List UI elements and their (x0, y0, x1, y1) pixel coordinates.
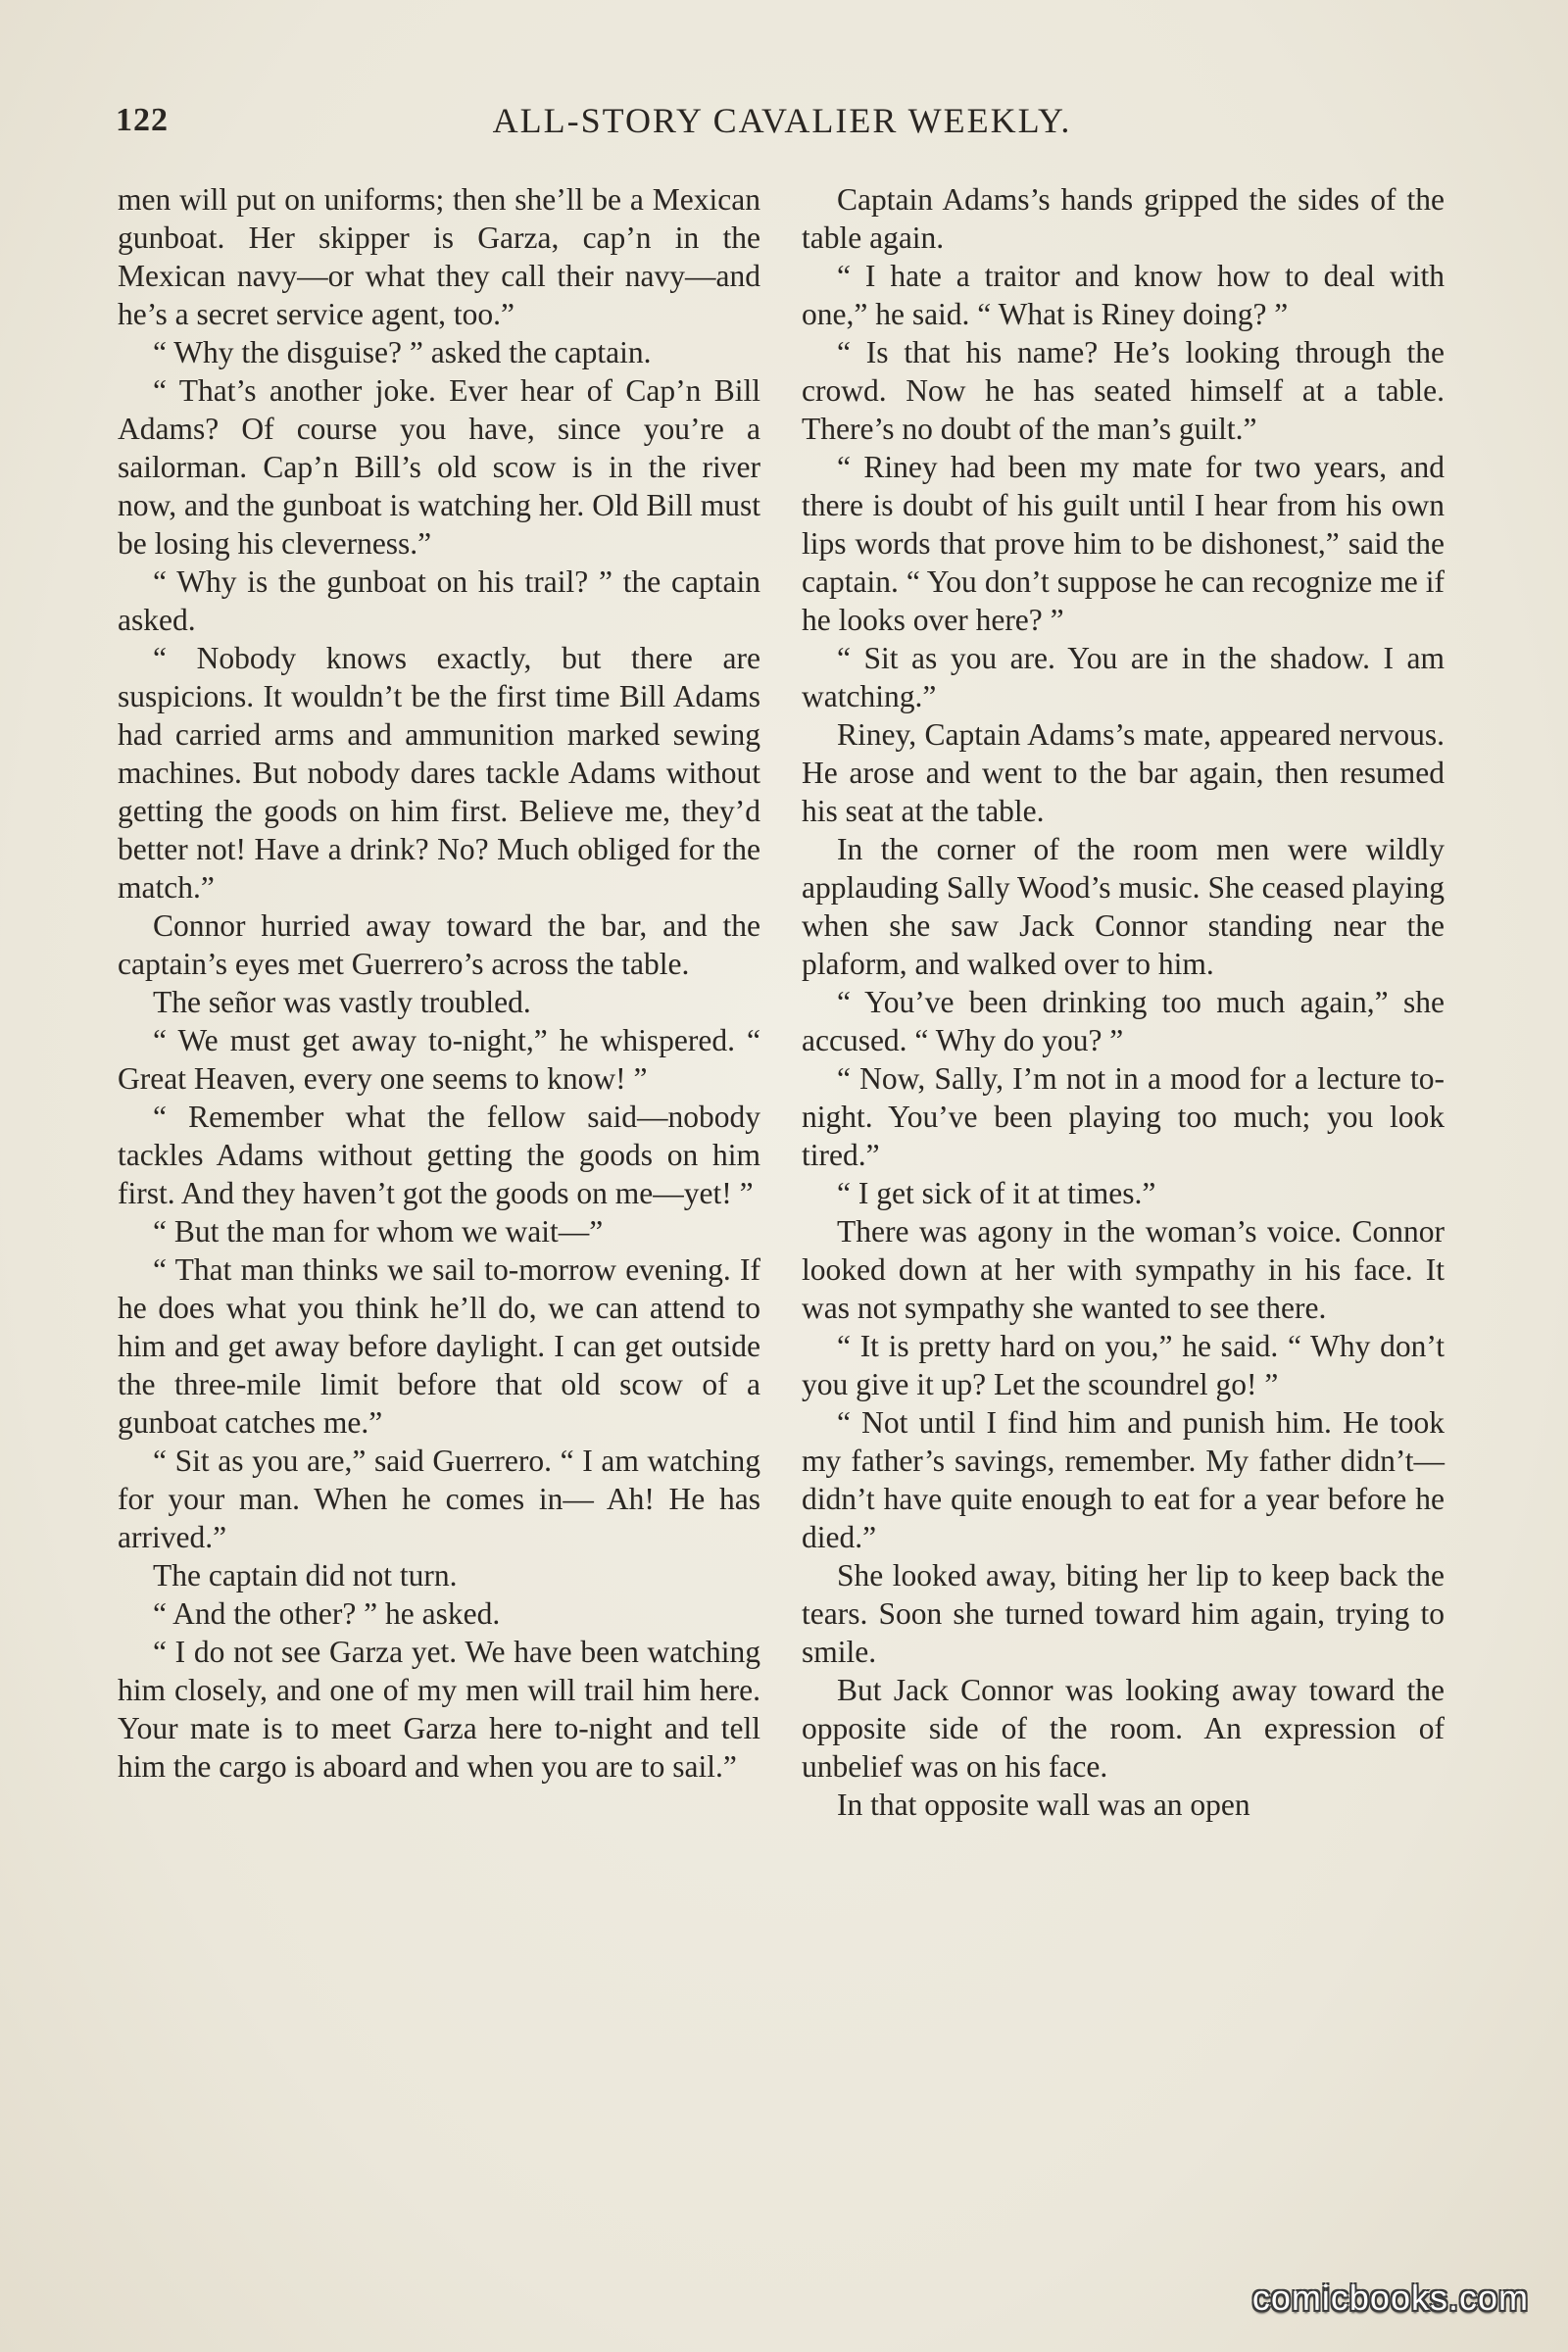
left-text-column (118, 180, 760, 1786)
paragraph: There was agony in the woman’s voice. Connor looked down at her with sympathy in his face. It was not sympathy she wanted to see there. (802, 1214, 1445, 1325)
paragraph: “ We must get away to-night,” he whispered. “ Great Heaven, every one seems to know! ” (118, 1023, 760, 1096)
watermark: comicbooks.com (1251, 2278, 1529, 2318)
paragraph: “ I do not see Garza yet. We have been watching him closely, and one of my men will trail him here. Your mate is to meet Garza here to-night and tell him the cargo is aboard and when you are to sail.” (118, 1635, 760, 1784)
paragraph: “ Why the disguise? ” asked the captain. (153, 335, 652, 369)
paragraph: “ Sit as you are. You are in the shadow. I am watching.” (802, 641, 1445, 713)
paragraph: The captain did not turn. (153, 1558, 458, 1592)
page-number: 122 (116, 102, 169, 138)
paragraph: “ And the other? ” he asked. (153, 1596, 501, 1631)
paragraph: “ Why is the gunboat on his trail? ” the captain asked. (118, 564, 760, 637)
paragraph: “ But the man for whom we wait—” (153, 1214, 604, 1249)
right-text-column (802, 180, 1445, 1824)
running-title: ALL-STORY CAVALIER WEEKLY. (492, 101, 1072, 140)
paragraph: “ That man thinks we sail to-morrow evening. If he does what you think he’ll do, we can attend to him and get away before daylight. I can get outside the three-mile limit before that old scow of a gunboat catches me.” (118, 1252, 760, 1440)
paragraph: “ Nobody knows exactly, but there are suspicions. It wouldn’t be the first time Bill Adams had carried arms and ammunition marked sewing machines. But nobody dares tackle Adams without getting the goods on him first. Believe me, they’d better not! Have a drink? No? Much obliged for the match.” (118, 641, 760, 905)
paragraph: Riney, Captain Adams’s mate, appeared nervous. He arose and went to the bar again, then resumed his seat at the table. (802, 717, 1445, 828)
paragraph: In the corner of the room men were wildly applauding Sally Wood’s music. She ceased playing when she saw Jack Connor standing near the plaform, and walked over to him. (802, 832, 1445, 981)
paragraph: In that opposite wall was an open (837, 1788, 1250, 1822)
paragraph: She looked away, biting her lip to keep back the tears. Soon she turned toward him again, trying to smile. (802, 1558, 1445, 1669)
paragraph: “ Is that his name? He’s looking through the crowd. Now he has seated himself at a table. There’s no doubt of the man’s guilt.” (802, 335, 1445, 446)
paragraph: “ Sit as you are,” said Guerrero. “ I am watching for your man. When he comes in— Ah! He has arrived.” (118, 1444, 760, 1554)
paragraph: “ You’ve been drinking too much again,” she accused. “ Why do you? ” (802, 985, 1445, 1057)
page-header (116, 100, 1448, 159)
paragraph: The señor was vastly troubled. (153, 985, 531, 1019)
paragraph: Captain Adams’s hands gripped the sides of the table again. (802, 182, 1445, 255)
paragraph: But Jack Connor was looking away toward the opposite side of the room. An expression of unbelief was on his face. (802, 1673, 1445, 1784)
paragraph: “ Remember what the fellow said—nobody tackles Adams without getting the goods on him first. And they haven’t got the goods on me—yet! ” (118, 1100, 760, 1210)
paragraph: Connor hurried away toward the bar, and the captain’s eyes met Guerrero’s across the table. (118, 908, 760, 981)
paragraph: men will put on uniforms; then she’ll be a Mexican gunboat. Her skipper is Garza, cap’n in the Mexican navy—or what they call their navy—and he’s a secret service agent, too.” (118, 182, 760, 331)
paragraph: “ It is pretty hard on you,” he said. “ Why don’t you give it up? Let the scoundrel go! ” (802, 1329, 1445, 1401)
paragraph: “ Now, Sally, I’m not in a mood for a lecture to-night. You’ve been playing too much; you look tired.” (802, 1061, 1445, 1172)
paragraph: “ Not until I find him and punish him. He took my father’s savings, remember. My father didn’t—didn’t have quite enough to eat for a year before he died.” (802, 1405, 1445, 1554)
paragraph: “ Riney had been my mate for two years, and there is doubt of his guilt until I hear from his own lips words that prove him to be dishonest,” said the captain. “ You don’t suppose he can recognize me if he looks over here? ” (802, 450, 1445, 637)
paragraph: “ That’s another joke. Ever hear of Cap’n Bill Adams? Of course you have, since you’re a sailorman. Cap’n Bill’s old scow is in the river now, and the gunboat is watching her. Old Bill must be losing his cleverness.” (118, 373, 760, 561)
paragraph: “ I hate a traitor and know how to deal with one,” he said. “ What is Riney doing? ” (802, 259, 1445, 331)
paragraph: “ I get sick of it at times.” (837, 1176, 1156, 1210)
